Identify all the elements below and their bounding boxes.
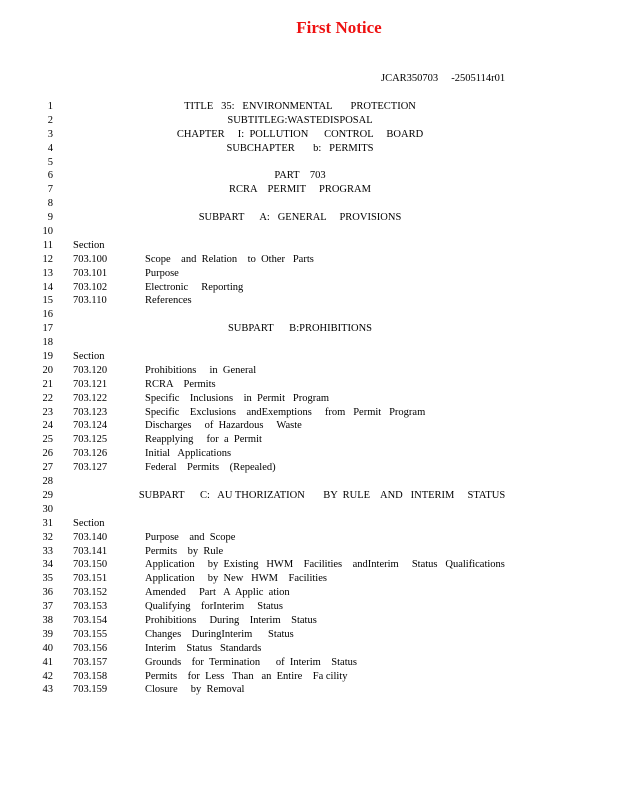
document-line — [0, 183, 618, 197]
section-number: 703.124 — [73, 420, 108, 432]
section-title: RCRA Permits — [145, 378, 216, 390]
line-number: 19 — [42, 351, 53, 363]
section-title: Permits by Rule — [145, 545, 224, 557]
section-title: Prohibitions During Interim Status — [145, 614, 317, 626]
section-title: Specific Inclusions in Permit Program — [145, 392, 330, 404]
section-title: Scope and Relation to Other Parts — [145, 253, 314, 265]
section-title: Changes DuringInterim Status — [145, 628, 294, 640]
section-title: Amended Part A Applic ation — [145, 587, 290, 599]
heading-text: TITLE 35: ENVIRONMENTAL PROTECTION — [184, 101, 416, 112]
numbered-lines — [0, 100, 618, 697]
section-number: 703.102 — [73, 281, 108, 293]
document-line — [0, 197, 618, 211]
section-title: Application by Existing HWM Facilities andInterim Status Qualifications — [145, 559, 505, 571]
section-number: Section — [73, 517, 105, 529]
section-number: 703.152 — [73, 587, 108, 599]
section-title: Permits for Less Than an Entire Fa cility — [145, 670, 348, 682]
line-number: 31 — [42, 517, 53, 529]
document-id: JCAR350703 -2505114r01 — [381, 73, 506, 84]
line-number: 37 — [42, 601, 53, 613]
document-line — [0, 156, 618, 170]
line-number: 11 — [42, 239, 53, 251]
document-line — [0, 281, 618, 295]
document-line — [0, 100, 618, 114]
document-line — [0, 169, 618, 183]
line-number: 21 — [42, 378, 53, 390]
section-number: 703.120 — [73, 364, 108, 376]
heading-text: SUBPART A: GENERAL PROVISIONS — [198, 212, 402, 224]
line-number: 6 — [47, 170, 53, 182]
line-number: 2 — [47, 114, 53, 126]
document-line — [0, 392, 618, 406]
section-number: 703.110 — [73, 295, 107, 307]
section-title: References — [145, 295, 192, 307]
line-number: 8 — [47, 198, 53, 210]
heading-text: PART 703 — [274, 170, 326, 182]
line-number: 25 — [42, 434, 53, 446]
document-line — [0, 447, 618, 461]
section-title: Prohibitions in General — [145, 364, 257, 376]
line-number: 16 — [42, 309, 53, 321]
line-number: 30 — [42, 503, 53, 515]
line-number: 39 — [42, 628, 53, 640]
line-number: 42 — [42, 670, 53, 682]
section-number: 703.158 — [73, 670, 108, 682]
line-number: 33 — [42, 545, 53, 557]
line-number: 41 — [42, 656, 53, 668]
section-number: 703.156 — [73, 642, 108, 654]
line-number: 15 — [42, 295, 53, 307]
line-number: 26 — [42, 448, 53, 460]
document-line — [0, 683, 618, 697]
section-title: Application by New HWM Facilities — [145, 573, 327, 585]
line-number: 24 — [42, 420, 53, 432]
section-number: 703.155 — [73, 628, 108, 640]
section-number: 703.141 — [73, 545, 108, 557]
section-title: Initial Applications — [145, 448, 232, 460]
section-number: 703.153 — [73, 601, 108, 613]
document-line — [0, 239, 618, 253]
document-line — [0, 336, 618, 350]
section-number: 703.150 — [73, 559, 108, 571]
heading-text: SUBTITLEG:WASTEDISPOSAL — [227, 114, 373, 126]
section-title: Purpose and Scope — [145, 531, 236, 543]
line-number: 20 — [42, 364, 53, 376]
section-number: 703.157 — [73, 656, 108, 668]
document-line — [0, 656, 618, 670]
document-line — [0, 572, 618, 586]
line-number: 3 — [47, 128, 53, 140]
section-number: 703.125 — [73, 434, 108, 446]
document-line — [0, 406, 618, 420]
section-number: 703.140 — [73, 531, 108, 543]
document-line — [0, 267, 618, 281]
section-title: Qualifying forInterim Status — [145, 601, 283, 613]
line-number: 35 — [42, 573, 53, 585]
document-line — [0, 670, 618, 684]
line-number: 27 — [42, 462, 53, 474]
section-title: Electronic Reporting — [145, 281, 244, 293]
document-line — [0, 378, 618, 392]
heading-text: SUBPART B:PROHIBITIONS — [227, 323, 373, 335]
document-line — [0, 461, 618, 475]
line-number: 23 — [42, 406, 53, 418]
document-line — [0, 475, 618, 489]
document-line — [0, 531, 618, 545]
document-line — [0, 600, 618, 614]
section-title: Purpose — [145, 267, 179, 279]
section-title: Interim Status Standards — [145, 642, 262, 654]
document-line — [0, 253, 618, 267]
line-number: 9 — [47, 212, 53, 224]
document-line — [0, 128, 618, 142]
line-number: 13 — [42, 267, 53, 279]
document-line — [0, 503, 618, 517]
line-number: 18 — [42, 337, 53, 349]
section-number: 703.121 — [73, 378, 108, 390]
document-line — [0, 489, 618, 503]
section-title: Federal Permits (Repealed) — [145, 462, 276, 474]
document-line — [0, 517, 618, 531]
document-line — [0, 642, 618, 656]
section-number: 703.101 — [73, 267, 108, 279]
section-number: 703.159 — [73, 684, 108, 696]
document-line — [0, 294, 618, 308]
line-number: 28 — [42, 476, 53, 488]
section-number: Section — [73, 239, 105, 251]
document-line — [0, 142, 618, 156]
line-number: 34 — [42, 559, 53, 571]
document-line — [0, 558, 618, 572]
section-title: Grounds for Termination of Interim Status — [145, 656, 357, 668]
document-line — [0, 614, 618, 628]
section-title: Closure by Removal — [145, 684, 245, 696]
line-number: 43 — [42, 684, 53, 696]
line-number: 36 — [42, 587, 53, 599]
document-line — [0, 628, 618, 642]
line-number: 32 — [42, 531, 53, 543]
line-number: 29 — [42, 489, 53, 501]
line-number: 4 — [47, 142, 53, 154]
heading-text: SUBPART C: AU THORIZATION BY RULE AND INTERIM STATUS — [138, 489, 506, 501]
document-line — [0, 322, 618, 336]
section-number: 703.154 — [73, 614, 108, 626]
document-line — [0, 545, 618, 559]
line-number: 12 — [42, 253, 53, 265]
line-number: 5 — [47, 156, 53, 168]
document-line — [0, 586, 618, 600]
heading-text: SUBCHAPTER b: PERMITS — [226, 142, 374, 154]
document-line — [0, 225, 618, 239]
line-number: 1 — [47, 101, 53, 112]
section-number: 703.127 — [73, 462, 108, 474]
document-line — [0, 433, 618, 447]
line-number: 14 — [42, 281, 53, 293]
section-title: Reapplying for a Permit — [145, 434, 262, 446]
section-number: 703.100 — [73, 253, 108, 265]
section-title: Discharges of Hazardous Waste — [145, 420, 302, 432]
document-line — [0, 364, 618, 378]
section-number: 703.151 — [73, 573, 108, 585]
document-line — [0, 308, 618, 322]
line-number: 10 — [42, 226, 53, 238]
section-number: 703.122 — [73, 392, 108, 404]
document-line — [0, 211, 618, 225]
line-number: 7 — [47, 184, 53, 196]
section-number: 703.126 — [73, 448, 108, 460]
heading-text: RCRA PERMIT PROGRAM — [229, 184, 371, 196]
line-number: 38 — [42, 614, 53, 626]
section-number: Section — [73, 351, 105, 363]
line-number: 40 — [42, 642, 53, 654]
heading-text: CHAPTER I: POLLUTION CONTROL BOARD — [176, 128, 424, 140]
document-line — [0, 350, 618, 364]
document-line — [0, 419, 618, 433]
line-number: 22 — [42, 392, 53, 404]
document-line — [0, 114, 618, 128]
first-notice-heading: First Notice — [296, 18, 382, 37]
section-number: 703.123 — [73, 406, 108, 418]
line-number: 17 — [42, 323, 53, 335]
section-title: Specific Exclusions andExemptions from Permit Program — [145, 406, 426, 418]
